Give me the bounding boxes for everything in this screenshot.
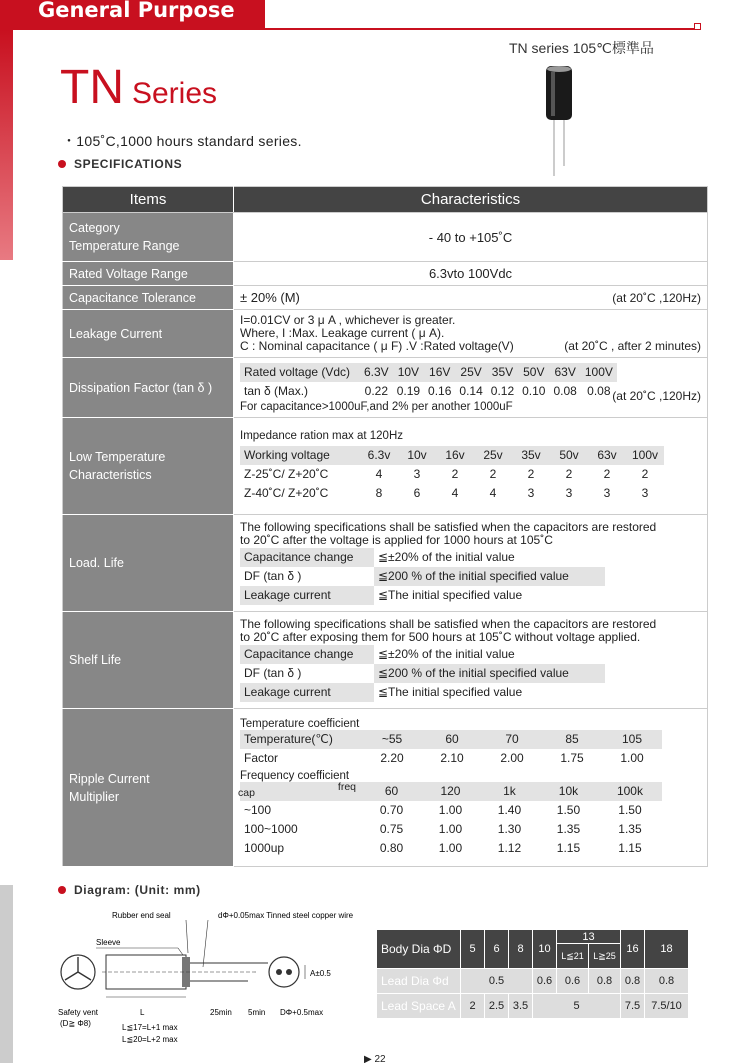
category-temp-value: - 40 to +105˚C bbox=[234, 213, 708, 262]
svg-text:DΦ+0.5max: DΦ+0.5max bbox=[280, 1008, 324, 1017]
table-cell: 1k bbox=[480, 782, 539, 801]
svg-text:5min: 5min bbox=[248, 1008, 266, 1017]
table-cell: 100v bbox=[626, 446, 664, 465]
table-cell: 1.35 bbox=[618, 822, 642, 836]
capacitor-dimension-drawing bbox=[58, 905, 378, 1045]
svg-text:Rubber end seal: Rubber end seal bbox=[112, 911, 171, 920]
lead-dimension-table: Body Dia ΦD 5 6 8 10 13 16 18 L≦21 L≧25 Lead Dia Φd 0.5 0.6 0.6 0.8 0.8 0.8 Lead Space A 2 2.5 3.5 5 7.5 7.5/10 bbox=[376, 929, 689, 1019]
row-label-leakage: Leakage Current bbox=[63, 310, 234, 358]
table-cell: 1.30 bbox=[497, 822, 522, 836]
table-cell: 105 bbox=[602, 730, 662, 749]
row-label-tolerance: Capacitance Tolerance bbox=[63, 286, 234, 310]
row-label-category: Category Temperature Range bbox=[63, 213, 234, 262]
table-cell: 2 bbox=[489, 467, 497, 481]
table-cell: 10v bbox=[398, 446, 436, 465]
side-accent-bar bbox=[0, 30, 13, 260]
table-cell: 2 bbox=[527, 467, 535, 481]
table-cell: 16v bbox=[436, 446, 474, 465]
table-cell: 3 bbox=[641, 486, 649, 500]
table-cell: 16V bbox=[424, 363, 455, 382]
svg-text:Safety vent: Safety vent bbox=[58, 1008, 99, 1017]
table-cell: 50V bbox=[518, 363, 549, 382]
specifications-heading: SPECIFICATIONS bbox=[58, 157, 182, 171]
ripple-cell: Temperature coefficient Temperature(℃) ~55 60 70 85 105 Factor 2.20 2.10 2.00 1.75 1.00 Frequency coefficient cap freq 60 120 1k 10k 100k ~100 0.70 1.00 1.40 1.50 1.50 100~1000 0.75 1.00 1.30 1.35 1.35 1000up 0.80 1.00 1.12 1.15 1.15 bbox=[234, 709, 708, 867]
table-cell: 85 bbox=[542, 730, 602, 749]
leakage-cell: I=0.01CV or 3 μ A , whichever is greater. Where, I :Max. Leakage current ( μ A). C : Nominal capacitance ( μ F) .V :Rated voltage(V) (at 20˚C , after 2 minutes) bbox=[234, 310, 708, 358]
svg-text:dΦ+0.05max Tinned steel coppe: dΦ+0.05max Tinned steel copper wire bbox=[218, 911, 354, 920]
table-cell: 8 bbox=[509, 930, 533, 969]
table-cell: 10V bbox=[393, 363, 424, 382]
header-marker bbox=[694, 23, 701, 30]
table-cell: 60 bbox=[422, 730, 482, 749]
table-cell: 0.80 bbox=[379, 841, 404, 855]
table-cell: 1.00 bbox=[438, 822, 463, 836]
table-cell: 13 bbox=[557, 930, 621, 944]
table-cell: 6.3V bbox=[360, 363, 393, 382]
banner-text: General Purpose bbox=[38, 0, 235, 22]
table-cell: 1.50 bbox=[618, 803, 642, 817]
table-cell: 10 bbox=[533, 930, 557, 969]
table-cell: 1.40 bbox=[497, 803, 522, 817]
impedance-table: Working voltage 6.3v 10v 16v 25v 35v 50v 63v 100v Z-25˚C/ Z+20˚C 4 3 2 2 2 2 2 2 Z-40˚C/ Z+20˚C 8 6 4 4 3 3 3 3 bbox=[240, 446, 664, 503]
bullet-dot-icon bbox=[58, 886, 66, 894]
table-cell: 2 bbox=[565, 467, 573, 481]
table-cell: 0.12 bbox=[490, 384, 515, 398]
table-cell: 0.16 bbox=[428, 384, 452, 398]
specifications-table bbox=[62, 186, 708, 867]
table-cell: 16 bbox=[621, 930, 645, 969]
table-cell: 10k bbox=[539, 782, 598, 801]
row-label-low-temp: Low Temperature Characteristics bbox=[63, 418, 234, 515]
table-cell: 1.00 bbox=[438, 841, 463, 855]
table-cell: 1.00 bbox=[438, 803, 463, 817]
dissipation-cell: Rated voltage (Vdc) 6.3V 10V 16V 25V 35V 50V 63V 100V tan δ (Max.) 0.22 0.19 0.16 0.14 0.12 0.10 0.08 0.08 For capacitance>1000uF,and 2% per another 1000uF (at 20˚C ,120Hz) bbox=[234, 358, 708, 418]
table-cell: 0.19 bbox=[396, 384, 421, 398]
table-cell: 100k bbox=[598, 782, 662, 801]
col-characteristics: Characteristics bbox=[234, 187, 708, 213]
svg-text:25min: 25min bbox=[210, 1008, 232, 1017]
svg-text:L≦17=L+1 max: L≦17=L+1 max bbox=[122, 1023, 178, 1032]
diagram-heading: Diagram: (Unit: mm) bbox=[58, 883, 201, 897]
col-items: Items bbox=[63, 187, 234, 213]
table-cell: 0.70 bbox=[379, 803, 404, 817]
table-cell: 4 bbox=[375, 467, 383, 481]
table-cell: 3 bbox=[413, 467, 421, 481]
table-cell: 1.15 bbox=[618, 841, 642, 855]
svg-text:A±0.5: A±0.5 bbox=[310, 969, 331, 978]
table-cell: 2 bbox=[603, 467, 611, 481]
row-label-ripple: Ripple Current Multiplier bbox=[63, 709, 234, 867]
capacitor-photo bbox=[540, 66, 580, 176]
table-cell: 0.08 bbox=[587, 384, 611, 398]
header-rule bbox=[0, 28, 700, 30]
table-cell: 2 bbox=[641, 467, 649, 481]
table-cell: 5 bbox=[461, 930, 485, 969]
table-cell: 1.00 bbox=[620, 751, 644, 765]
table-cell: 3 bbox=[603, 486, 611, 500]
table-cell: 18 bbox=[645, 930, 689, 969]
table-cell: 63V bbox=[549, 363, 580, 382]
table-cell: 3 bbox=[527, 486, 535, 500]
table-cell: 4 bbox=[451, 486, 459, 500]
table-cell: 1.12 bbox=[497, 841, 522, 855]
table-cell: 2 bbox=[451, 467, 459, 481]
series-title: TN Series bbox=[60, 61, 218, 114]
table-cell: 0.14 bbox=[459, 384, 483, 398]
table-cell: 0.22 bbox=[364, 384, 389, 398]
svg-text:Sleeve: Sleeve bbox=[96, 938, 121, 947]
row-label-load-life: Load. Life bbox=[63, 515, 234, 612]
side-gray-bar bbox=[0, 885, 13, 1063]
table-cell: 6 bbox=[413, 486, 421, 500]
table-cell: 25V bbox=[455, 363, 486, 382]
row-label-shelf-life: Shelf Life bbox=[63, 612, 234, 709]
tolerance-cell: ± 20% (M) (at 20˚C ,120Hz) bbox=[234, 286, 708, 310]
table-cell: 120 bbox=[421, 782, 480, 801]
table-cell: 2.20 bbox=[380, 751, 404, 765]
frequency-coefficient-table: cap freq 60 120 1k 10k 100k ~100 0.70 1.00 1.40 1.50 1.50 100~1000 0.75 1.00 1.30 1.35 1.35 1000up 0.80 1.00 1.12 1.15 1.15 bbox=[240, 782, 662, 858]
row-label-voltage: Rated Voltage Range bbox=[63, 262, 234, 286]
table-cell: 4 bbox=[489, 486, 497, 500]
table-cell: 6 bbox=[485, 930, 509, 969]
shelf-life-cell: The following specifications shall be satisfied when the capacitors are restored to 20˚C after exposing them for 500 hours at 105˚C without voltage applied. Capacitance change ≦±20% of the initial value DF (tan δ ) ≦200 % of the initial specified value Leakage current ≦The initial specified value bbox=[234, 612, 708, 709]
table-cell: 63v bbox=[588, 446, 626, 465]
table-cell: 8 bbox=[375, 486, 383, 500]
table-cell: 50v bbox=[550, 446, 588, 465]
table-cell: 70 bbox=[482, 730, 542, 749]
table-cell: 1.15 bbox=[556, 841, 581, 855]
table-cell: 0.10 bbox=[522, 384, 546, 398]
load-life-cell: The following specifications shall be satisfied when the capacitors are restored to 20˚C after the voltage is applied for 1000 hours at 105˚C Capacitance change ≦±20% of the initial value DF (tan δ ) ≦200 % of the initial specified value Leakage current ≦The initial specified value bbox=[234, 515, 708, 612]
svg-text:L: L bbox=[140, 1008, 145, 1017]
table-cell: 35v bbox=[512, 446, 550, 465]
table-cell: 6.3v bbox=[360, 446, 398, 465]
table-cell: 35V bbox=[487, 363, 518, 382]
bullet-dot-icon bbox=[58, 160, 66, 168]
table-cell: 100V bbox=[581, 363, 617, 382]
row-label-dissipation: Dissipation Factor (tan δ ) bbox=[63, 358, 234, 418]
rated-voltage-value: 6.3vto 100Vdc bbox=[234, 262, 708, 286]
table-cell: ~55 bbox=[362, 730, 422, 749]
table-cell: 2.10 bbox=[440, 751, 464, 765]
feature-bullet: ・105˚C,1000 hours standard series. bbox=[62, 133, 302, 149]
df-table: Rated voltage (Vdc) 6.3V 10V 16V 25V 35V 50V 63V 100V tan δ (Max.) 0.22 0.19 0.16 0.14 0.12 0.10 0.08 0.08 bbox=[240, 363, 617, 401]
table-cell: 1.75 bbox=[560, 751, 584, 765]
category-banner bbox=[0, 0, 265, 30]
table-cell: 25v bbox=[474, 446, 512, 465]
temperature-coefficient-table: Temperature(℃) ~55 60 70 85 105 Factor 2.20 2.10 2.00 1.75 1.00 bbox=[240, 730, 662, 768]
table-cell: 2.00 bbox=[500, 751, 524, 765]
table-cell: 3 bbox=[565, 486, 573, 500]
low-temp-cell: Impedance ration max at 120Hz Working voltage 6.3v 10v 16v 25v 35v 50v 63v 100v Z-25˚C/ Z+20˚C 4 3 2 2 2 2 2 2 Z-40˚C/ Z+20˚C 8 6 4 4 3 3 3 3 bbox=[234, 418, 708, 515]
table-cell: 1.50 bbox=[556, 803, 581, 817]
table-cell: 1.35 bbox=[556, 822, 581, 836]
series-subtitle: TN series 105℃標準品 bbox=[509, 40, 654, 56]
page-number: ▶ 22 bbox=[364, 1054, 386, 1063]
svg-text:L≦20=L+2 max: L≦20=L+2 max bbox=[122, 1035, 178, 1044]
svg-text:(D≧ Φ8): (D≧ Φ8) bbox=[60, 1019, 91, 1028]
table-cell: 0.08 bbox=[553, 384, 577, 398]
table-cell: 60 bbox=[362, 782, 421, 801]
table-cell: 0.75 bbox=[379, 822, 404, 836]
